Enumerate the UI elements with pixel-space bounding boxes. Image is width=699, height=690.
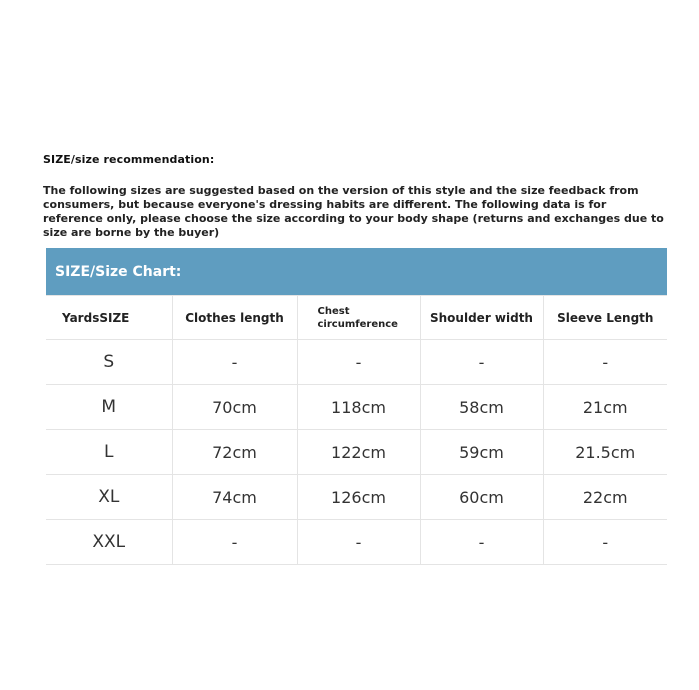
chest-cell: 126cm xyxy=(297,475,420,520)
chest-cell: - xyxy=(297,340,420,385)
shoulder-width-cell: 59cm xyxy=(420,430,543,475)
column-header-sleeve-length: Sleeve Length xyxy=(543,296,667,340)
column-header-shoulder-width: Shoulder width xyxy=(420,296,543,340)
sleeve-length-cell: - xyxy=(543,340,667,385)
shoulder-width-cell: 60cm xyxy=(420,475,543,520)
clothes-length-cell: 72cm xyxy=(172,430,297,475)
table-row xyxy=(46,340,667,385)
clothes-length-cell: 74cm xyxy=(172,475,297,520)
column-header-yards-size: YardsSIZE xyxy=(46,296,172,340)
clothes-length-cell: 70cm xyxy=(172,385,297,430)
size-cell: XL xyxy=(46,475,172,520)
size-table xyxy=(46,295,667,565)
column-header-chest-circumference: Chest circumference xyxy=(297,296,420,340)
size-cell: S xyxy=(46,340,172,385)
table-row xyxy=(46,520,667,565)
shoulder-width-cell: 58cm xyxy=(420,385,543,430)
sleeve-length-cell: - xyxy=(543,520,667,565)
size-chart-header xyxy=(46,248,667,295)
chest-cell: 118cm xyxy=(297,385,420,430)
table-row xyxy=(46,475,667,520)
sleeve-length-cell: 21cm xyxy=(543,385,667,430)
chest-cell: - xyxy=(297,520,420,565)
shoulder-width-cell: - xyxy=(420,520,543,565)
table-row xyxy=(46,385,667,430)
clothes-length-cell: - xyxy=(172,340,297,385)
size-table-header-row xyxy=(46,296,667,340)
size-cell: M xyxy=(46,385,172,430)
size-cell: L xyxy=(46,430,172,475)
sleeve-length-cell: 21.5cm xyxy=(543,430,667,475)
clothes-length-cell: - xyxy=(172,520,297,565)
size-recommendation-heading: SIZE/size recommendation: xyxy=(43,153,215,166)
size-cell: XXL xyxy=(46,520,172,565)
size-chart xyxy=(46,248,667,565)
shoulder-width-cell: - xyxy=(420,340,543,385)
size-chart-title: SIZE/Size Chart: xyxy=(55,263,182,280)
size-recommendation-description: The following sizes are suggested based on the version of this style and the size feedback from consumers, but because everyone's dressing habits are different. The following data is for reference only, please choose the size according to your body shape (returns and exchanges due to size are borne by the buyer) xyxy=(43,184,664,239)
chest-cell: 122cm xyxy=(297,430,420,475)
sleeve-length-cell: 22cm xyxy=(543,475,667,520)
table-row xyxy=(46,430,667,475)
column-header-clothes-length: Clothes length xyxy=(172,296,297,340)
